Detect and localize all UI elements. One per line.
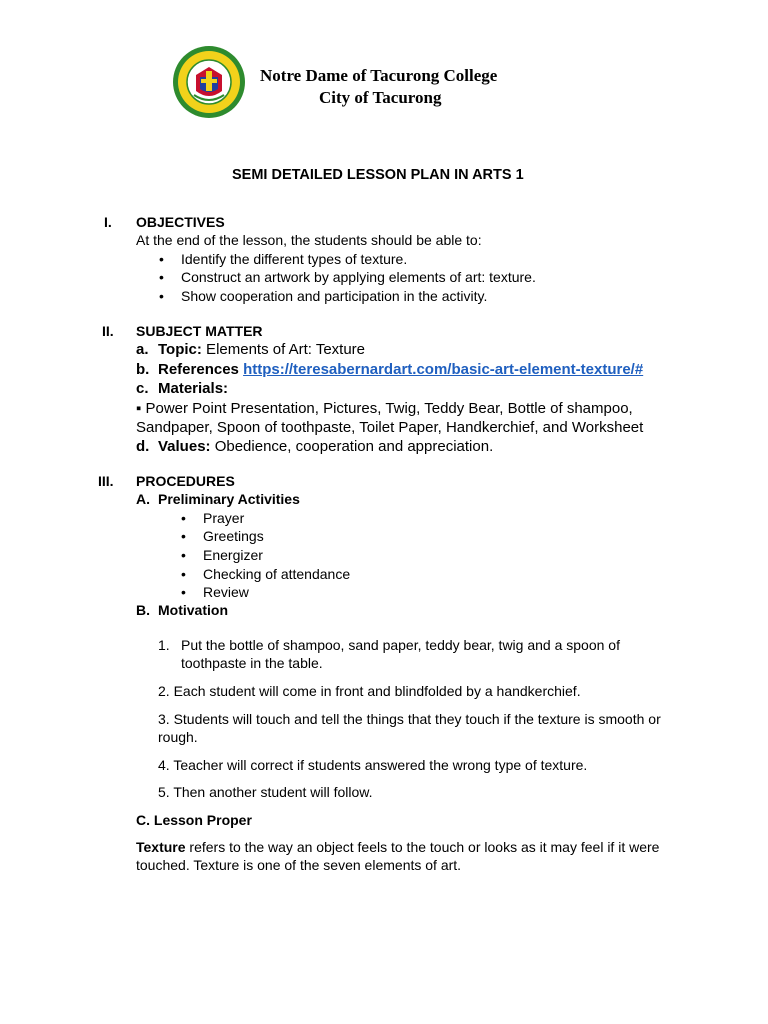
objectives-intro: At the end of the lesson, the students should be able to: (136, 232, 482, 248)
college-city: City of Tacurong (319, 88, 442, 107)
motivation-step: 3. Students will touch and tell the things that they touch if the texture is smooth or (158, 711, 661, 727)
topic-line (158, 340, 365, 359)
materials-label: c. (136, 380, 149, 397)
references-key: References (158, 361, 239, 378)
motivation-step-line: toothpaste in the table. (181, 655, 323, 671)
section-heading-objectives: OBJECTIVES (136, 214, 225, 230)
motivation-step-line: Put the bottle of shampoo, sand paper, teddy bear, twig and a spoon of (181, 637, 620, 653)
prelim-heading: Preliminary Activities (158, 491, 300, 507)
texture-term: Texture (136, 839, 186, 855)
topic-label: a. (136, 341, 149, 358)
references-link[interactable]: https://teresabernardart.com/basic-art-element-texture/# (243, 361, 644, 378)
prelim-item: • Checking of attendance (203, 565, 350, 584)
references-label: b. (136, 361, 150, 378)
section-numeral-procedures: III. (98, 473, 114, 489)
college-name: Notre Dame of Tacurong College (260, 66, 498, 85)
values-label: d. (136, 438, 150, 455)
motivation-step: 5. Then another student will follow. (158, 784, 373, 800)
texture-definition-line: touched. Texture is one of the seven elements of art. (136, 857, 462, 873)
college-seal-logo (172, 45, 246, 119)
prelim-label: A. (136, 491, 150, 507)
prelim-item: • Prayer (203, 509, 244, 528)
materials-key: Materials: (158, 380, 229, 397)
lesson-proper-heading: C. Lesson Proper (136, 812, 252, 828)
topic-key: Topic: (158, 341, 202, 358)
values-value: Obedience, cooperation and appreciation. (210, 438, 494, 455)
prelim-item: • Energizer (203, 546, 263, 565)
references-line (158, 360, 643, 379)
objective-item: • Show cooperation and participation in the activity. (181, 287, 487, 306)
section-numeral-subject: II. (102, 323, 114, 339)
texture-definition-line (136, 838, 659, 857)
materials-list-line: Sandpaper, Spoon of toothpaste, Toilet Paper, Handkerchief, and Worksheet (136, 419, 644, 436)
objective-item: • Identify the different types of texture. (181, 250, 407, 269)
motivation-step: 2. Each student will come in front and blindfolded by a handkerchief. (158, 683, 581, 699)
objective-item: • Construct an artwork by applying elements of art: texture. (181, 268, 536, 287)
values-line (158, 437, 493, 456)
materials-list-line: ▪ Power Point Presentation, Pictures, Twig, Teddy Bear, Bottle of shampoo, (136, 400, 633, 417)
motivation-heading: Motivation (158, 602, 228, 618)
motivation-step: rough. (158, 729, 198, 745)
prelim-item: • Review (203, 583, 249, 602)
section-heading-subject: SUBJECT MATTER (136, 323, 263, 339)
section-heading-procedures: PROCEDURES (136, 473, 235, 489)
motivation-step: 4. Teacher will correct if students answered the wrong type of texture. (158, 757, 588, 773)
texture-definition: refers to the way an object feels to the touch or looks as it may feel if it were (185, 839, 660, 855)
motivation-label: B. (136, 602, 150, 618)
prelim-item: • Greetings (203, 527, 264, 546)
section-numeral-objectives: I. (104, 214, 112, 230)
motivation-step-number: 1. (158, 637, 170, 653)
document-title: SEMI DETAILED LESSON PLAN IN ARTS 1 (232, 167, 524, 183)
topic-value: Elements of Art: Texture (201, 341, 366, 358)
values-key: Values: (158, 438, 211, 455)
